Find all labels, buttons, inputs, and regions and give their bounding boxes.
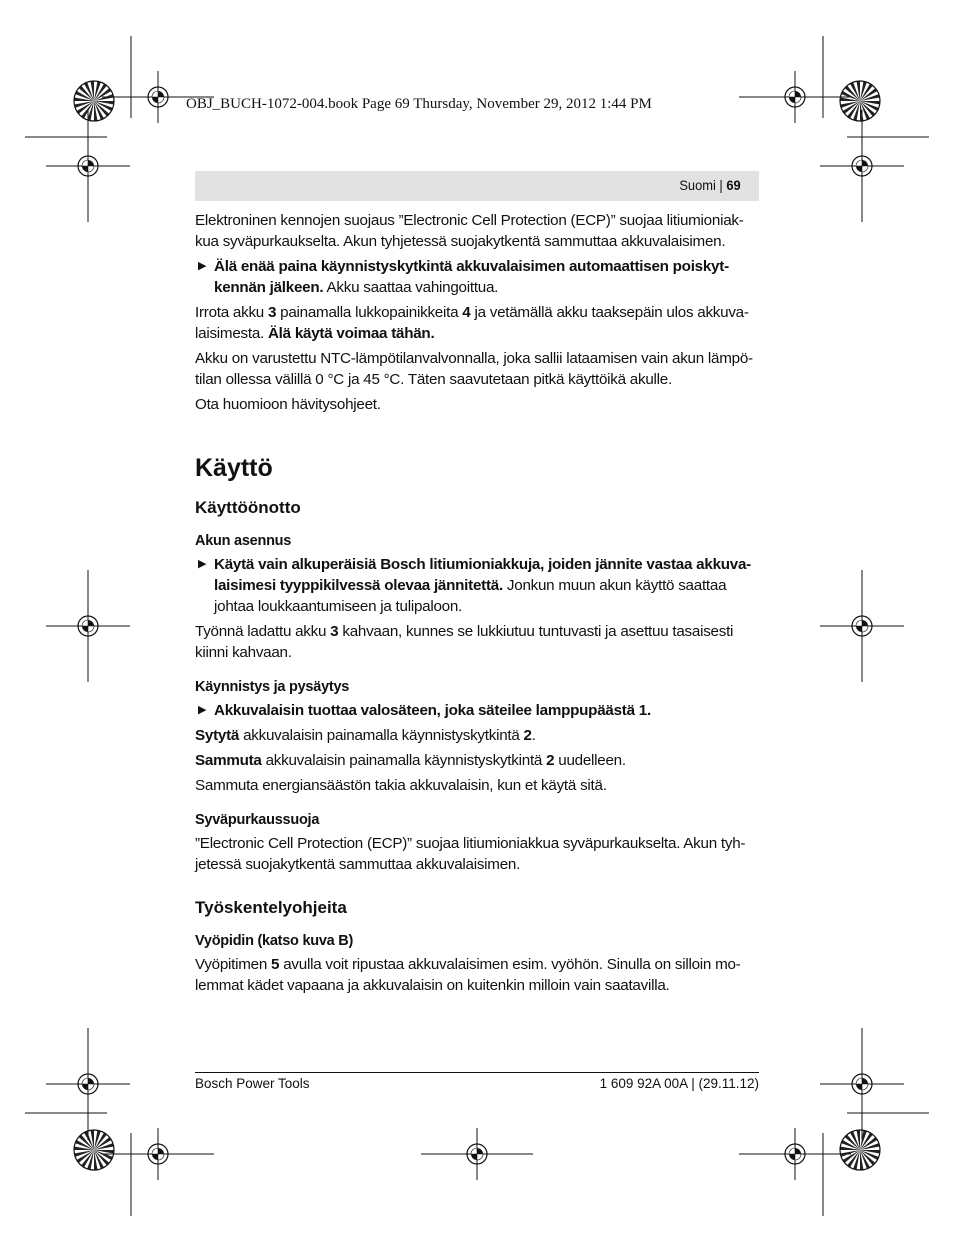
bold-run: 3 — [330, 623, 339, 640]
belt-clip-paragraph — [195, 954, 759, 996]
bullet-triangle-icon: ▶ — [198, 260, 207, 272]
bold-run: 2 — [523, 727, 532, 744]
star-target-icon — [840, 1130, 880, 1170]
header-separator: | — [719, 177, 724, 193]
star-target-icon — [74, 1130, 114, 1170]
bullet-text: Jonkun muun akun käyttö saattaa johtaa loukkaantumiseen ja tulipaloon. — [214, 577, 727, 615]
page-header — [195, 171, 759, 201]
registration-mark-icon — [46, 570, 130, 682]
page-number: 69 — [726, 177, 741, 193]
warning-bullet — [195, 256, 759, 298]
registration-mark-icon — [820, 110, 904, 222]
switch-off-paragraph — [195, 750, 759, 771]
registration-mark-icon — [739, 1128, 851, 1180]
text-run: . — [531, 727, 536, 744]
energy-saving-paragraph: Sammuta energiansäästön takia akkuvalaisin, kun et käytä sitä. — [195, 777, 607, 794]
registration-mark-icon — [46, 110, 130, 222]
disposal-paragraph: Ota huomioon hävitysohjeet. — [195, 396, 381, 413]
bullet-text: Akku saattaa vahingoittua. — [323, 279, 499, 296]
registration-mark-icon — [421, 1128, 533, 1180]
star-target-icon — [74, 81, 114, 121]
print-slug: OBJ_BUCH-1072-004.book Page 69 Thursday, November 29, 2012 1:44 PM — [186, 96, 652, 112]
topic-heading: Vyöpidin (katso kuva B) — [195, 933, 354, 949]
bold-run: Sammuta — [195, 752, 262, 769]
registration-mark-icon — [820, 570, 904, 682]
registration-mark-icon — [102, 1128, 214, 1180]
page-content — [195, 210, 759, 1000]
text-run: Työnnä ladattu akku — [195, 623, 331, 640]
bullet-triangle-icon: ▶ — [198, 704, 207, 716]
bold-run: Älä käytä voimaa tähän. — [267, 325, 435, 342]
topic-heading: Syväpurkaussuoja — [195, 812, 320, 828]
bold-run: Sytytä — [195, 727, 240, 744]
registration-mark-icon — [820, 1028, 904, 1140]
bold-run: 5 — [271, 956, 280, 973]
text-run: Vyöpitimen — [195, 956, 272, 973]
text-run: Irrota akku — [195, 304, 268, 321]
text-run: uudelleen. — [554, 752, 626, 769]
header-section: Suomi — [679, 177, 717, 193]
bold-run: 3 — [267, 304, 277, 321]
ntc-paragraph: Akku on varustettu NTC-lämpötilanvalvonnalla, joka sallii lataamisen vain akun lämpö-tilan ollessa välillä 0 °C ja 45 °C. Täten saavutetaan pitkä käyttöikä akulle. — [195, 350, 753, 388]
bullet-triangle-icon: ▶ — [198, 558, 207, 570]
warning-bullet — [195, 700, 759, 721]
insert-battery-paragraph — [195, 621, 759, 663]
topic-heading: Käynnistys ja pysäytys — [195, 679, 350, 695]
registration-mark-icon — [739, 71, 851, 123]
section-heading: Käyttö — [195, 454, 273, 482]
remove-battery-paragraph — [195, 302, 759, 344]
text-run: avulla voit ripustaa akkuvalaisimen esim. vyöhön. Sinulla on silloin mo-lemmat kädet vapaana ja akkuvalaisin on kuitenkin milloin vain saatavilla. — [195, 956, 741, 994]
intro-paragraph: Elektroninen kennojen suojaus ”Electronic Cell Protection (ECP)” suojaa litiumioniak-kua syväpurkaukselta. Akun tyhjetessä suojakytkentä sammuttaa akkuvalaisimen. — [195, 212, 744, 250]
star-target-icon — [840, 81, 880, 121]
bold-run: 2 — [546, 752, 555, 769]
topic-heading: Akun asennus — [195, 533, 292, 549]
bullet-bold-text: Älä enää paina käynnistyskytkintä akkuvalaisimen automaattisen poiskyt-kennän jälkeen. — [214, 258, 729, 296]
text-run: kahvaan, kunnes se lukkiutuu tuntuvasti ja asettuu tasaisesti kiinni kahvaan. — [195, 623, 734, 661]
ecp-paragraph: ”Electronic Cell Protection (ECP)” suojaa litiumioniakkua syväpurkaukselta. Akun tyh-jetessä suojakytkentä sammuttaa akkuvalaisimen. — [195, 835, 746, 873]
footer-brand: Bosch Power Tools — [195, 1076, 310, 1091]
bullet-bold-text: Akkuvalaisin tuottaa valosäteen, joka säteilee lamppupäästä 1. — [214, 702, 651, 719]
text-run: painamalla lukkopainikkeita — [276, 304, 463, 321]
bold-run: 4 — [462, 304, 471, 321]
subsection-heading: Työskentelyohjeita — [195, 898, 347, 917]
text-run: akkuvalaisin painamalla käynnistyskytkintä — [239, 727, 524, 744]
subsection-heading: Käyttöönotto — [195, 498, 301, 517]
footer-doc-number: 1 609 92A 00A | (29.11.12) — [599, 1076, 759, 1091]
bullet-bold-text: Käytä vain alkuperäisiä Bosch litiumioniakkuja, joiden jännite vastaa akkuva-laisimesi tyyppikilvessä olevaa jännitettä. — [214, 556, 751, 594]
registration-mark-icon — [46, 1028, 130, 1140]
footer-rule — [195, 1072, 759, 1073]
text-run: ja vetämällä akku taaksepäin ulos akkuva-laisimesta. — [195, 304, 749, 342]
warning-bullet — [195, 554, 759, 617]
switch-on-paragraph — [195, 725, 759, 746]
text-run: akkuvalaisin painamalla käynnistyskytkintä — [261, 752, 547, 769]
